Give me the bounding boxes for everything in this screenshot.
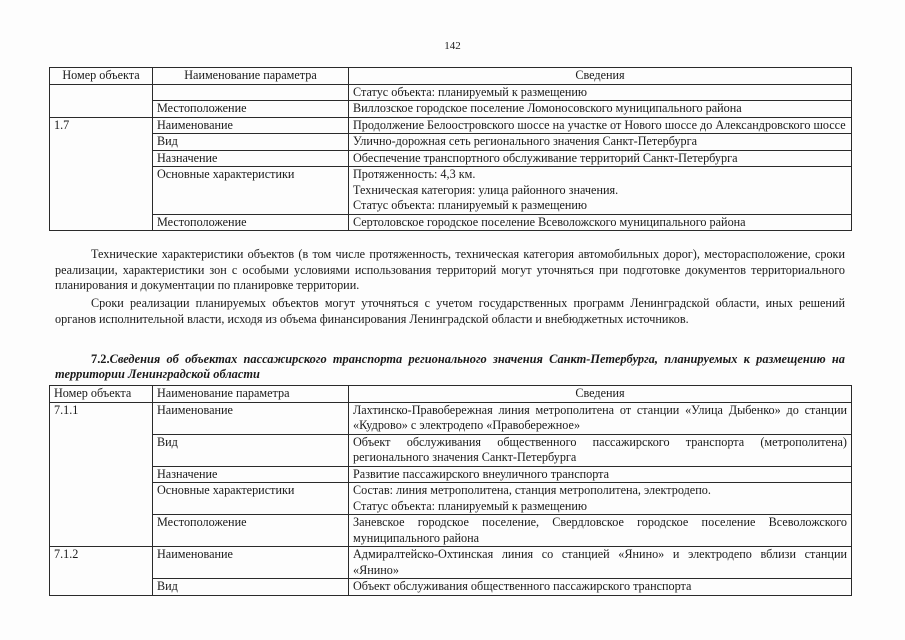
parameter-cell: Основные характеристики <box>153 483 349 515</box>
value-cell: Обеспечение транспортного обслуживание территорий Санкт-Петербурга <box>349 150 852 167</box>
table-row <box>50 101 852 118</box>
paragraph-technical-characteristics: Технические характеристики объектов (в том числе протяженность, техническая категория автомобильных дорог), месторасположение, сроки реализации, характеристики зон с особыми условиями использования территорий могут уточняться при подготовке документов территориального планирования и документации по планировке территории. <box>55 247 845 293</box>
value-line: Техническая категория: улица районного значения. <box>353 182 619 197</box>
value-cell: Статус объекта: планируемый к размещению <box>349 84 852 101</box>
section-heading <box>55 352 845 382</box>
parameter-cell: Местоположение <box>153 214 349 231</box>
parameter-cell: Вид <box>153 434 349 466</box>
parameter-cell: Наименование <box>153 547 349 579</box>
table-row <box>50 579 852 596</box>
table-row <box>50 167 852 215</box>
table-row <box>50 547 852 579</box>
header-parameter-name: Наименование параметра <box>153 386 349 403</box>
table-header-row <box>50 386 852 403</box>
parameter-cell: Наименование <box>153 117 349 134</box>
object-number-cell <box>50 84 153 117</box>
value-cell <box>349 483 852 515</box>
table-row <box>50 84 852 101</box>
value-cell: Развитие пассажирского внеуличного транспорта <box>349 466 852 483</box>
value-cell: Лахтинско-Правобережная линия метрополитена от станции «Улица Дыбенко» до станции «Кудрово» с электродепо «Правобережное» <box>349 402 852 434</box>
value-cell <box>349 167 852 215</box>
object-number-cell: 1.7 <box>50 117 153 231</box>
value-cell: Продолжение Белоостровского шоссе на участке от Нового шоссе до Александровского шоссе <box>349 117 852 134</box>
header-object-number: Номер объекта <box>50 68 153 85</box>
parameter-cell: Основные характеристики <box>153 167 349 215</box>
objects-table-2 <box>49 385 852 596</box>
section-title: Сведения об объектах пассажирского транспорта регионального значения Санкт-Петербурга, планируемых к размещению на территории Ленинградской области <box>55 352 845 382</box>
value-cell: Объект обслуживания общественного пассажирского транспорта (метрополитена) регионального значения Санкт-Петербурга <box>349 434 852 466</box>
header-object-number: Номер объекта <box>50 386 153 403</box>
table-row <box>50 466 852 483</box>
table-row <box>50 402 852 434</box>
header-details: Сведения <box>349 386 852 403</box>
parameter-cell: Назначение <box>153 466 349 483</box>
value-line: Протяженность: 4,3 км. <box>353 167 476 181</box>
table-row <box>50 134 852 151</box>
value-line: Состав: линия метрополитена, станция метрополитена, электродепо. <box>353 483 711 497</box>
value-cell: Виллозское городское поселение Ломоносовского муниципального района <box>349 101 852 118</box>
parameter-cell: Назначение <box>153 150 349 167</box>
table-row <box>50 515 852 547</box>
paragraph-implementation-terms: Сроки реализации планируемых объектов могут уточняться с учетом государственных программ Ленинградской области, иных решений органов исполнительной власти, исходя из объема финансирования Ленинградской области и внебюджетных источников. <box>55 296 845 326</box>
parameter-cell <box>153 84 349 101</box>
parameter-cell: Вид <box>153 579 349 596</box>
table-row <box>50 150 852 167</box>
object-number-cell: 7.1.2 <box>50 547 153 596</box>
page-number: 142 <box>444 40 461 52</box>
parameter-cell: Местоположение <box>153 101 349 118</box>
value-cell: Объект обслуживания общественного пассажирского транспорта <box>349 579 852 596</box>
parameter-cell: Местоположение <box>153 515 349 547</box>
parameter-cell: Наименование <box>153 402 349 434</box>
table-header-row <box>50 68 852 85</box>
value-cell: Улично-дорожная сеть регионального значения Санкт-Петербурга <box>349 134 852 151</box>
header-parameter-name: Наименование параметра <box>153 68 349 85</box>
parameter-cell: Вид <box>153 134 349 151</box>
value-cell: Заневское городское поселение, Свердловское городское поселение Всеволожского муниципального района <box>349 515 852 547</box>
section-number: 7.2. <box>91 352 110 366</box>
value-cell: Сертоловское городское поселение Всеволожского муниципального района <box>349 214 852 231</box>
value-line: Статус объекта: планируемый к размещению <box>353 498 588 513</box>
table-row <box>50 117 852 134</box>
value-cell: Адмиралтейско-Охтинская линия со станцией «Янино» и электродепо вблизи станции «Янино» <box>349 547 852 579</box>
object-number-cell: 7.1.1 <box>50 402 153 547</box>
table-row <box>50 214 852 231</box>
value-line: Статус объекта: планируемый к размещению <box>353 198 588 212</box>
header-details: Сведения <box>349 68 852 85</box>
objects-table-1 <box>49 67 852 231</box>
table-row <box>50 434 852 466</box>
table-row <box>50 483 852 515</box>
